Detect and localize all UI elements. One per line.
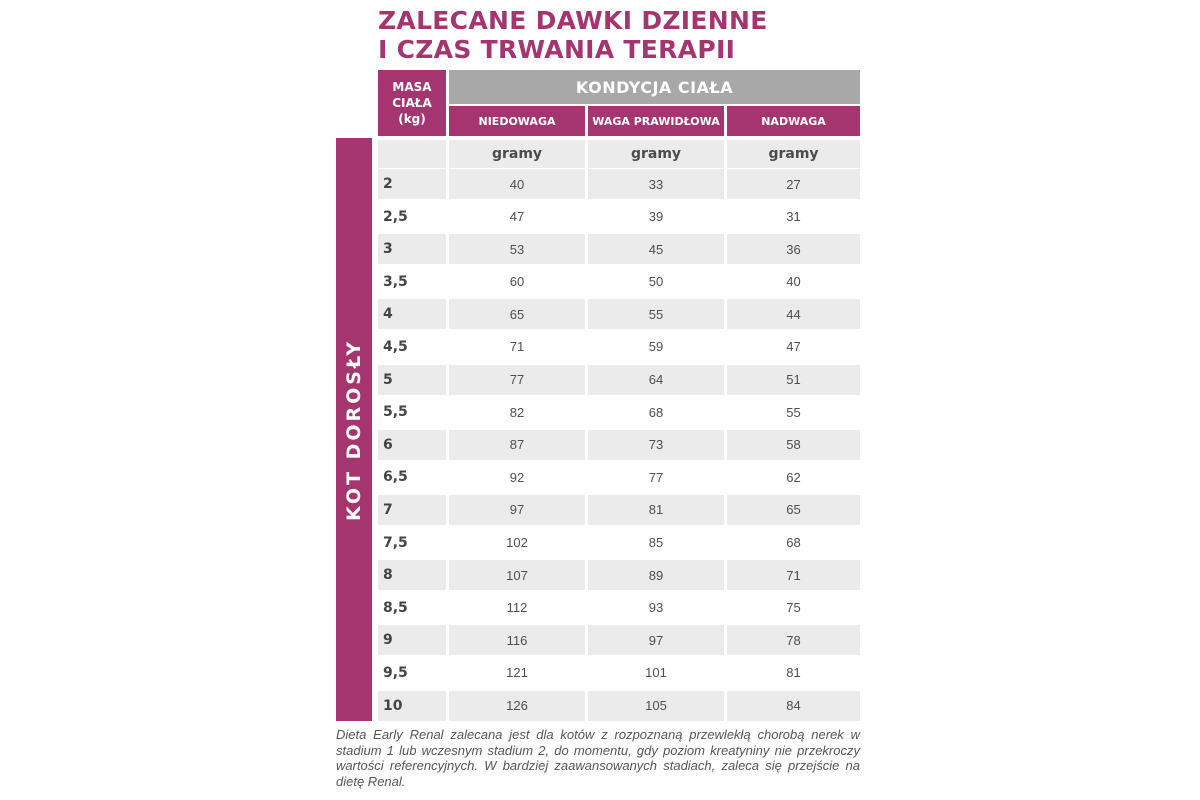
underweight-cell: 97 xyxy=(449,495,585,525)
overweight-cell: 78 xyxy=(727,625,860,655)
underweight-cell: 116 xyxy=(449,625,585,655)
normal-weight-cell: 77 xyxy=(648,469,664,485)
normal-weight-cell: 50 xyxy=(648,274,664,290)
title-line-1: ZALECANE DAWKI DZIENNE xyxy=(378,6,768,35)
condition-header-underweight: NIEDOWAGA xyxy=(449,106,585,136)
mass-cell: 8,5 xyxy=(383,599,408,616)
table-row xyxy=(378,624,860,657)
normal-weight-cell: 59 xyxy=(648,339,664,355)
underweight-cell: 71 xyxy=(509,339,525,355)
mass-cell: 3 xyxy=(378,234,446,264)
normal-weight-cell: 45 xyxy=(588,234,724,264)
mass-cell: 9,5 xyxy=(383,664,408,681)
mass-cell: 6,5 xyxy=(383,469,408,486)
side-label-text: KOT DOROSŁY xyxy=(343,338,365,521)
unit-cell-underweight: gramy xyxy=(449,140,585,168)
overweight-cell: 81 xyxy=(786,665,801,681)
normal-weight-cell: 89 xyxy=(588,560,724,590)
table-row xyxy=(378,461,860,494)
title-line-2: I CZAS TRWANIA TERAPII xyxy=(378,35,736,64)
condition-header-normal: WAGA PRAWIDŁOWA xyxy=(588,106,724,136)
side-label-bar xyxy=(336,138,372,721)
mass-cell: 7,5 xyxy=(383,534,408,551)
underweight-cell: 47 xyxy=(509,209,525,225)
normal-weight-cell: 73 xyxy=(588,430,724,460)
normal-weight-cell: 97 xyxy=(588,625,724,655)
mass-header-line-1: MASA xyxy=(392,80,432,94)
table-row xyxy=(378,592,860,625)
condition-group-header: KONDYCJA CIAŁA xyxy=(449,70,860,104)
normal-weight-cell: 101 xyxy=(645,665,667,681)
table-row xyxy=(378,657,860,690)
mass-cell: 4,5 xyxy=(383,338,408,355)
table-row xyxy=(378,364,860,397)
overweight-cell: 75 xyxy=(786,600,801,616)
overweight-cell: 71 xyxy=(727,560,860,590)
underweight-cell: 107 xyxy=(449,560,585,590)
underweight-cell: 65 xyxy=(449,299,585,329)
overweight-cell: 58 xyxy=(727,430,860,460)
normal-weight-cell: 81 xyxy=(588,495,724,525)
normal-weight-cell: 68 xyxy=(648,404,664,420)
overweight-cell: 27 xyxy=(727,169,860,199)
footnote: Dieta Early Renal zalecana jest dla kotów z rozpoznaną przewlekłą chorobą nerek w stadium 1 lub wczesnym stadium 2, do momentu, gdy poziom kreatyniny nie przekroczy wartości referencyjnych. W bardziej zaawansowanych stadiach, zaleca się przejście na dietę Renal. xyxy=(336,727,860,789)
page-title xyxy=(378,6,768,64)
underweight-cell: 77 xyxy=(449,365,585,395)
mass-cell: 10 xyxy=(378,691,446,721)
table-row xyxy=(378,429,860,462)
dosage-table-body xyxy=(378,168,860,722)
mass-header-line-2: CIAŁA xyxy=(392,96,432,110)
normal-weight-cell: 105 xyxy=(588,691,724,721)
overweight-cell: 31 xyxy=(786,209,801,225)
underweight-cell: 53 xyxy=(449,234,585,264)
normal-weight-cell: 93 xyxy=(648,600,664,616)
overweight-cell: 40 xyxy=(786,274,801,290)
overweight-cell: 65 xyxy=(727,495,860,525)
table-row xyxy=(378,168,860,201)
normal-weight-cell: 55 xyxy=(588,299,724,329)
normal-weight-cell: 39 xyxy=(648,209,664,225)
table-row xyxy=(378,233,860,266)
mass-cell: 3,5 xyxy=(383,273,408,290)
underweight-cell: 102 xyxy=(506,535,528,551)
underweight-cell: 82 xyxy=(509,404,525,420)
overweight-cell: 36 xyxy=(727,234,860,264)
underweight-cell: 121 xyxy=(506,665,528,681)
mass-cell: 6 xyxy=(378,430,446,460)
overweight-cell: 51 xyxy=(727,365,860,395)
table-row xyxy=(378,527,860,560)
mass-cell: 2,5 xyxy=(383,208,408,225)
table-row xyxy=(378,396,860,429)
mass-column-header xyxy=(378,70,446,136)
condition-header-overweight: NADWAGA xyxy=(727,106,860,136)
underweight-cell: 112 xyxy=(506,600,528,616)
underweight-cell: 92 xyxy=(509,469,525,485)
overweight-cell: 55 xyxy=(786,404,801,420)
overweight-cell: 44 xyxy=(727,299,860,329)
overweight-cell: 84 xyxy=(727,691,860,721)
underweight-cell: 87 xyxy=(449,430,585,460)
table-row xyxy=(378,266,860,299)
mass-cell: 5 xyxy=(378,365,446,395)
table-row xyxy=(378,201,860,234)
unit-cell-normal: gramy xyxy=(588,140,724,168)
table-row xyxy=(378,690,860,723)
overweight-cell: 68 xyxy=(786,535,801,551)
overweight-cell: 47 xyxy=(786,339,801,355)
normal-weight-cell: 33 xyxy=(588,169,724,199)
unit-cell-blank xyxy=(378,140,446,168)
table-row xyxy=(378,331,860,364)
underweight-cell: 60 xyxy=(509,274,525,290)
mass-cell: 7 xyxy=(378,495,446,525)
normal-weight-cell: 64 xyxy=(588,365,724,395)
mass-cell: 2 xyxy=(378,169,446,199)
table-row xyxy=(378,298,860,331)
mass-cell: 9 xyxy=(378,625,446,655)
normal-weight-cell: 85 xyxy=(648,535,664,551)
underweight-cell: 126 xyxy=(449,691,585,721)
mass-cell: 4 xyxy=(378,299,446,329)
mass-header-line-3: (kg) xyxy=(398,112,426,126)
mass-cell: 8 xyxy=(378,560,446,590)
overweight-cell: 62 xyxy=(786,469,801,485)
table-row xyxy=(378,559,860,592)
unit-cell-overweight: gramy xyxy=(727,140,860,168)
mass-cell: 5,5 xyxy=(383,404,408,421)
underweight-cell: 40 xyxy=(449,169,585,199)
table-row xyxy=(378,494,860,527)
